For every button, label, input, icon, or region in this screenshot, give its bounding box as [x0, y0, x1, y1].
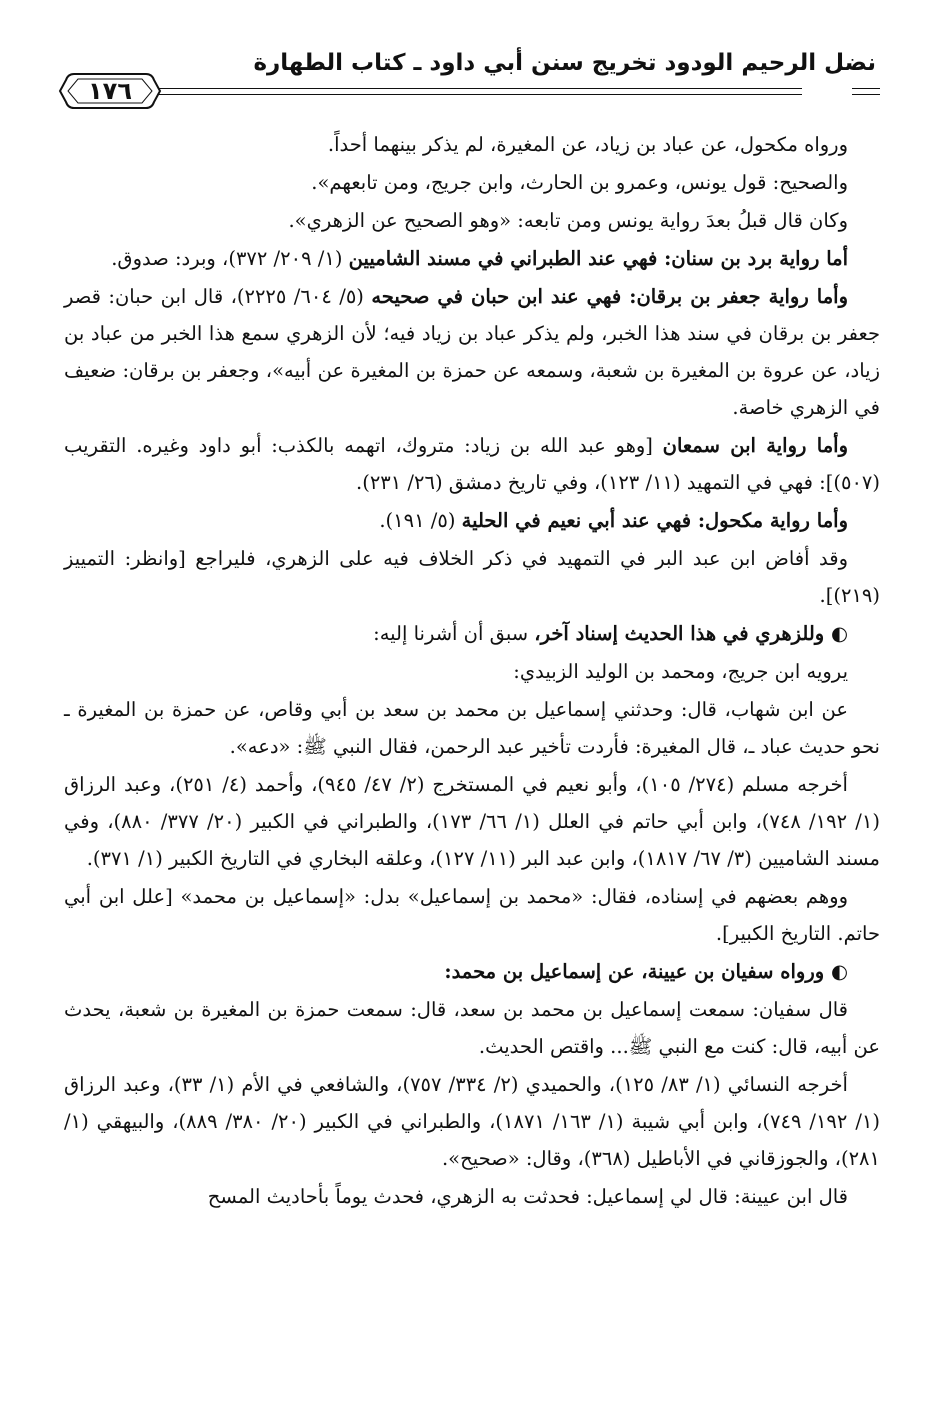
- bullet-icon: ◐: [824, 960, 848, 983]
- bold-lead: وأما رواية مكحول:: [697, 509, 848, 532]
- bold-lead: فهي عند ابن حبان في صحيحه: [371, 285, 630, 308]
- section-heading: ◐ وللزهري في هذا الحديث إسناد آخر، سبق أن أشرنا إليه:: [373, 622, 848, 645]
- paragraph: وأما رواية ابن سمعان [وهو عبد الله بن زياد: متروك، اتهمه بالكذب: أبو داود وغيره. التقريب (٥٠٧)]: فهي في التمهيد (١١/ ١٢٣)، وفي تاريخ دمشق (٢٦/ ٢٣١).: [64, 434, 880, 494]
- paragraph: أما رواية برد بن سنان: فهي عند الطبراني في مسند الشاميين (١/ ٢٠٩/ ٣٧٢)، وبرد: صدوق.: [111, 247, 848, 270]
- paragraph: والصحيح: قول يونس، وعمرو بن الحارث، وابن جريج، ومن تابعهم».: [311, 171, 848, 194]
- bold-lead: أما رواية برد بن سنان:: [664, 247, 848, 270]
- header-rule-tick: [852, 88, 880, 89]
- header-rule-tick: [852, 94, 880, 95]
- bold-lead: وأما رواية ابن سمعان: [662, 434, 848, 457]
- paragraph: أخرجه النسائي (١/ ٨٣/ ١٢٥)، والحميدي (٢/ ٣٣٤/ ٧٥٧)، والشافعي في الأم (١/ ٣٣)، وعبد الرزاق (١/ ١٩٢/ ٧٤٩)، وابن أبي شيبة (١/ ١٦٣/ ١٨٧١)، والطبراني في الكبير (٢٠/ ٣٨٠/ ٨٨٩)، والبيهقي (١/ ٢٨١)، والجوزقاني في الأباطيل (٣٦٨)، وقال: «صحيح».: [64, 1073, 880, 1170]
- bullet-icon: ◐: [824, 622, 848, 645]
- running-title: نضل الرحيم الودود تخريج سنن أبي داود ـ كتاب الطهارة: [253, 50, 876, 76]
- paragraph: قال ابن عيينة: قال لي إسماعيل: فحدثت به الزهري، فحدث يوماً بأحاديث المسح: [207, 1185, 848, 1208]
- paragraph: وأما رواية مكحول: فهي عند أبي نعيم في الحلية (٥/ ١٩١).: [379, 509, 848, 532]
- paragraph: وكان قال قبلُ بعدَ رواية يونس ومن تابعه: «وهو الصحيح عن الزهري».: [288, 209, 848, 232]
- paragraph: ووهم بعضهم في إسناده، فقال: «محمد بن إسماعيل» بدل: «إسماعيل بن محمد» [علل ابن أبي حاتم. التاريخ الكبير].: [64, 885, 880, 945]
- paragraph: عن ابن شهاب، قال: وحدثني إسماعيل بن محمد بن سعد بن أبي وقاص، عن حمزة بن المغيرة ـ نحو حديث عباد ـ، قال المغيرة: فأردت تأخير عبد الرحمن، فقال النبي ﷺ: «دعه».: [64, 698, 880, 758]
- paragraph: أخرجه مسلم (٢٧٤/ ١٠٥)، وأبو نعيم في المستخرج (٢/ ٤٧/ ٩٤٥)، وأحمد (٤/ ٢٥١)، وعبد الرزاق (١/ ١٩٢/ ٧٤٨)، وابن أبي حاتم في العلل (١/ ٦٦/ ١٧٣)، والطبراني في الكبير (٢٠/ ٣٧٧/ ٨٨٠)، وفي مسند الشاميين (٣/ ٦٧/ ١٨١٧)، وابن عبد البر (١١/ ١٢٧)، وعلقه البخاري في التاريخ الكبير (١/ ٣٧١).: [64, 773, 880, 870]
- paragraph: وقد أفاض ابن عبد البر في التمهيد في ذكر الخلاف فيه على الزهري، فليراجع [وانظر: التمييز (٢١٩)].: [64, 547, 880, 607]
- paragraph: وأما رواية جعفر بن برقان: فهي عند ابن حبان في صحيحه (٥/ ٦٠٤/ ٢٢٢٥)، قال ابن حبان: قصر جعفر بن برقان في سند هذا الخبر، ولم يذكر عباد بن زياد فيه؛ لأن الزهري سمع هذا الخبر من عباد بن زياد، عن عروة بن المغيرة بن شعبة، وسمعه عن حمزة بن المغيرة عن أبيه»، وجعفر بن برقان: ضعيف في الزهري خاصة.: [64, 285, 880, 419]
- page-number: ١٧٦: [88, 77, 132, 105]
- paragraph: ورواه مكحول، عن عباد بن زياد، عن المغيرة، لم يذكر بينهما أحداً.: [327, 133, 848, 156]
- bold-lead: فهي عند الطبراني في مسند الشاميين: [348, 247, 665, 270]
- body-text: [64, 126, 880, 1216]
- page-number-frame: [56, 70, 164, 112]
- page-header: [64, 42, 880, 104]
- section-heading: ◐ ورواه سفيان بن عيينة، عن إسماعيل بن محمد:: [444, 960, 848, 983]
- paragraph: قال سفيان: سمعت إسماعيل بن محمد بن سعد، قال: سمعت حمزة بن المغيرة بن شعبة، يحدث عن أبيه، قال: كنت مع النبي ﷺ... واقتص الحديث.: [64, 998, 880, 1058]
- bold-lead: فهي عند أبي نعيم في الحلية: [461, 509, 698, 532]
- header-rule: [64, 88, 802, 89]
- header-rule: [64, 94, 802, 95]
- paragraph: يرويه ابن جريج، ومحمد بن الوليد الزبيدي:: [513, 660, 848, 683]
- bold-lead: وأما رواية جعفر بن برقان:: [629, 285, 848, 308]
